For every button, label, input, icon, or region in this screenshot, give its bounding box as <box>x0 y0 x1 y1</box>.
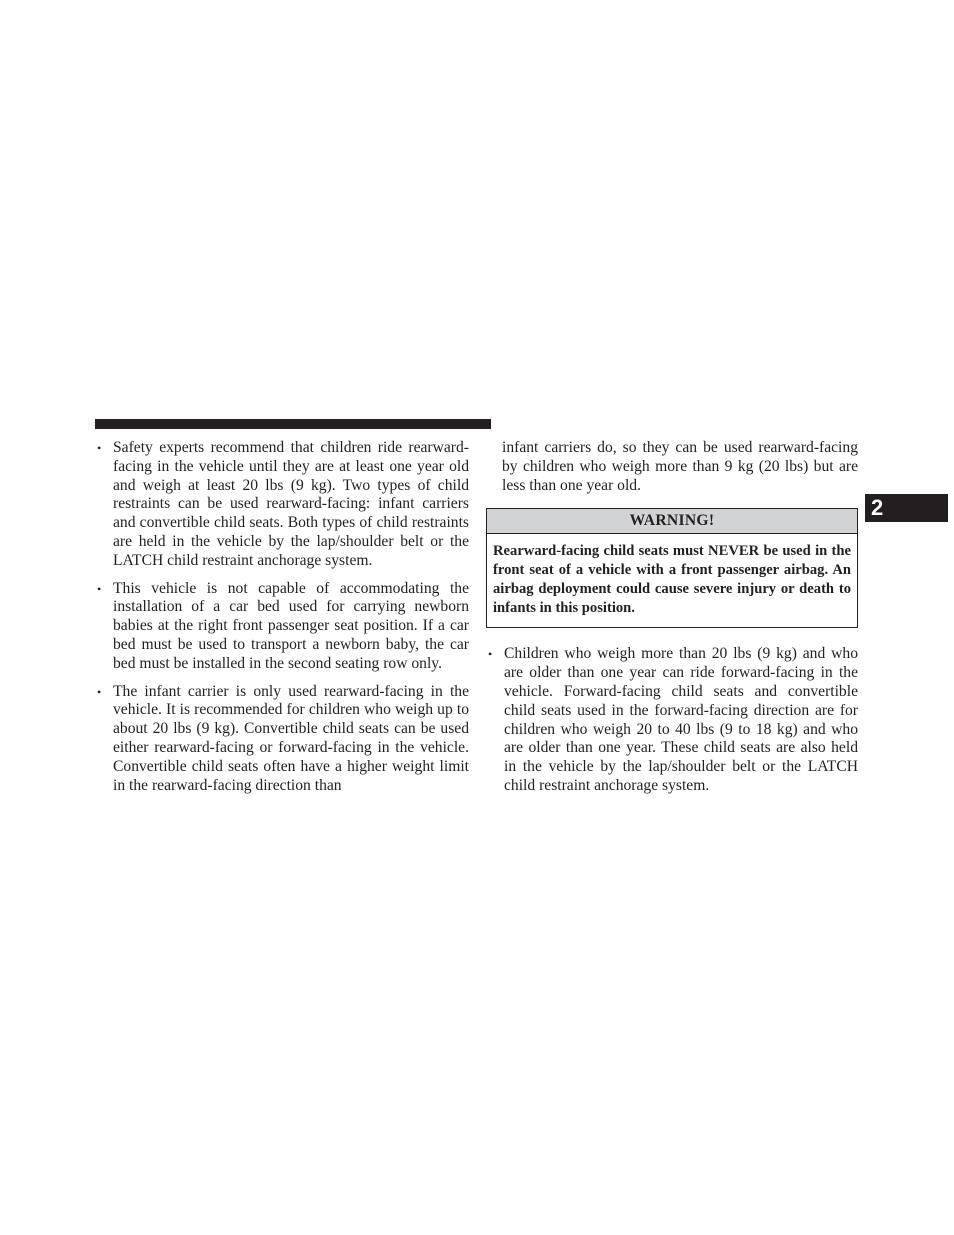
list-item-text: Safety experts recommend that children ride rearward-facing in the vehicle until they are at least one year old and weigh at least 20 lbs (9 kg). Two types of child restraints can be used rearward-facing: infant carriers and convertible child seats. Both types of child restraints are held in the vehicle by the lap/shoulder belt or the LATCH child restraint anchorage system. <box>113 439 469 569</box>
chapter-number: 2 <box>871 495 884 520</box>
list-item <box>486 645 858 795</box>
bullet-icon: • <box>97 441 102 455</box>
warning-box <box>486 508 858 628</box>
right-column <box>486 439 858 796</box>
chapter-tab <box>865 494 948 522</box>
warning-title: WARNING! <box>487 509 857 534</box>
section-top-rule <box>95 419 491 429</box>
left-column <box>95 439 469 795</box>
continued-paragraph: infant carriers do, so they can be used rearward-facing by children who weigh more than 9 kg (20 lbs) but are less than one year old. <box>502 439 858 494</box>
list-item-text: The infant carrier is only used rearward-facing in the vehicle. It is recommended for children who weigh up to about 20 lbs (9 kg). Convertible child seats can be used either rearward-facing or forward-facing in the vehicle. Convertible child seats often have a higher weight limit in the rearward-facing direction than <box>113 682 469 794</box>
list-item-text: Children who weigh more than 20 lbs (9 kg) and who are older than one year can ride forward-facing in the vehicle. Forward-facing child seats and convertible child seats used in the forward-facing direction are for children who weigh 20 to 40 lbs (9 to 18 kg) and who are older than one year. These child seats are also held in the vehicle by the lap/shoulder belt or the LATCH child restraint anchorage system. <box>504 645 858 794</box>
list-item-text: This vehicle is not capable of accommodating the installation of a car bed used for carrying newborn babies at the right front passenger seat position. If a car bed must be used to transport a newborn baby, the car bed must be installed in the second seating row only. <box>113 579 469 672</box>
warning-text: Rearward-facing child seats must NEVER be used in the front seat of a vehicle with a front passenger airbag. An airbag deployment could cause severe injury or death to infants in this position. <box>493 543 851 617</box>
bullet-icon: • <box>488 647 493 662</box>
list-item <box>95 439 469 571</box>
bullet-icon: • <box>97 581 102 596</box>
bullet-icon: • <box>97 684 102 699</box>
list-item <box>95 683 469 796</box>
list-item <box>95 580 469 674</box>
